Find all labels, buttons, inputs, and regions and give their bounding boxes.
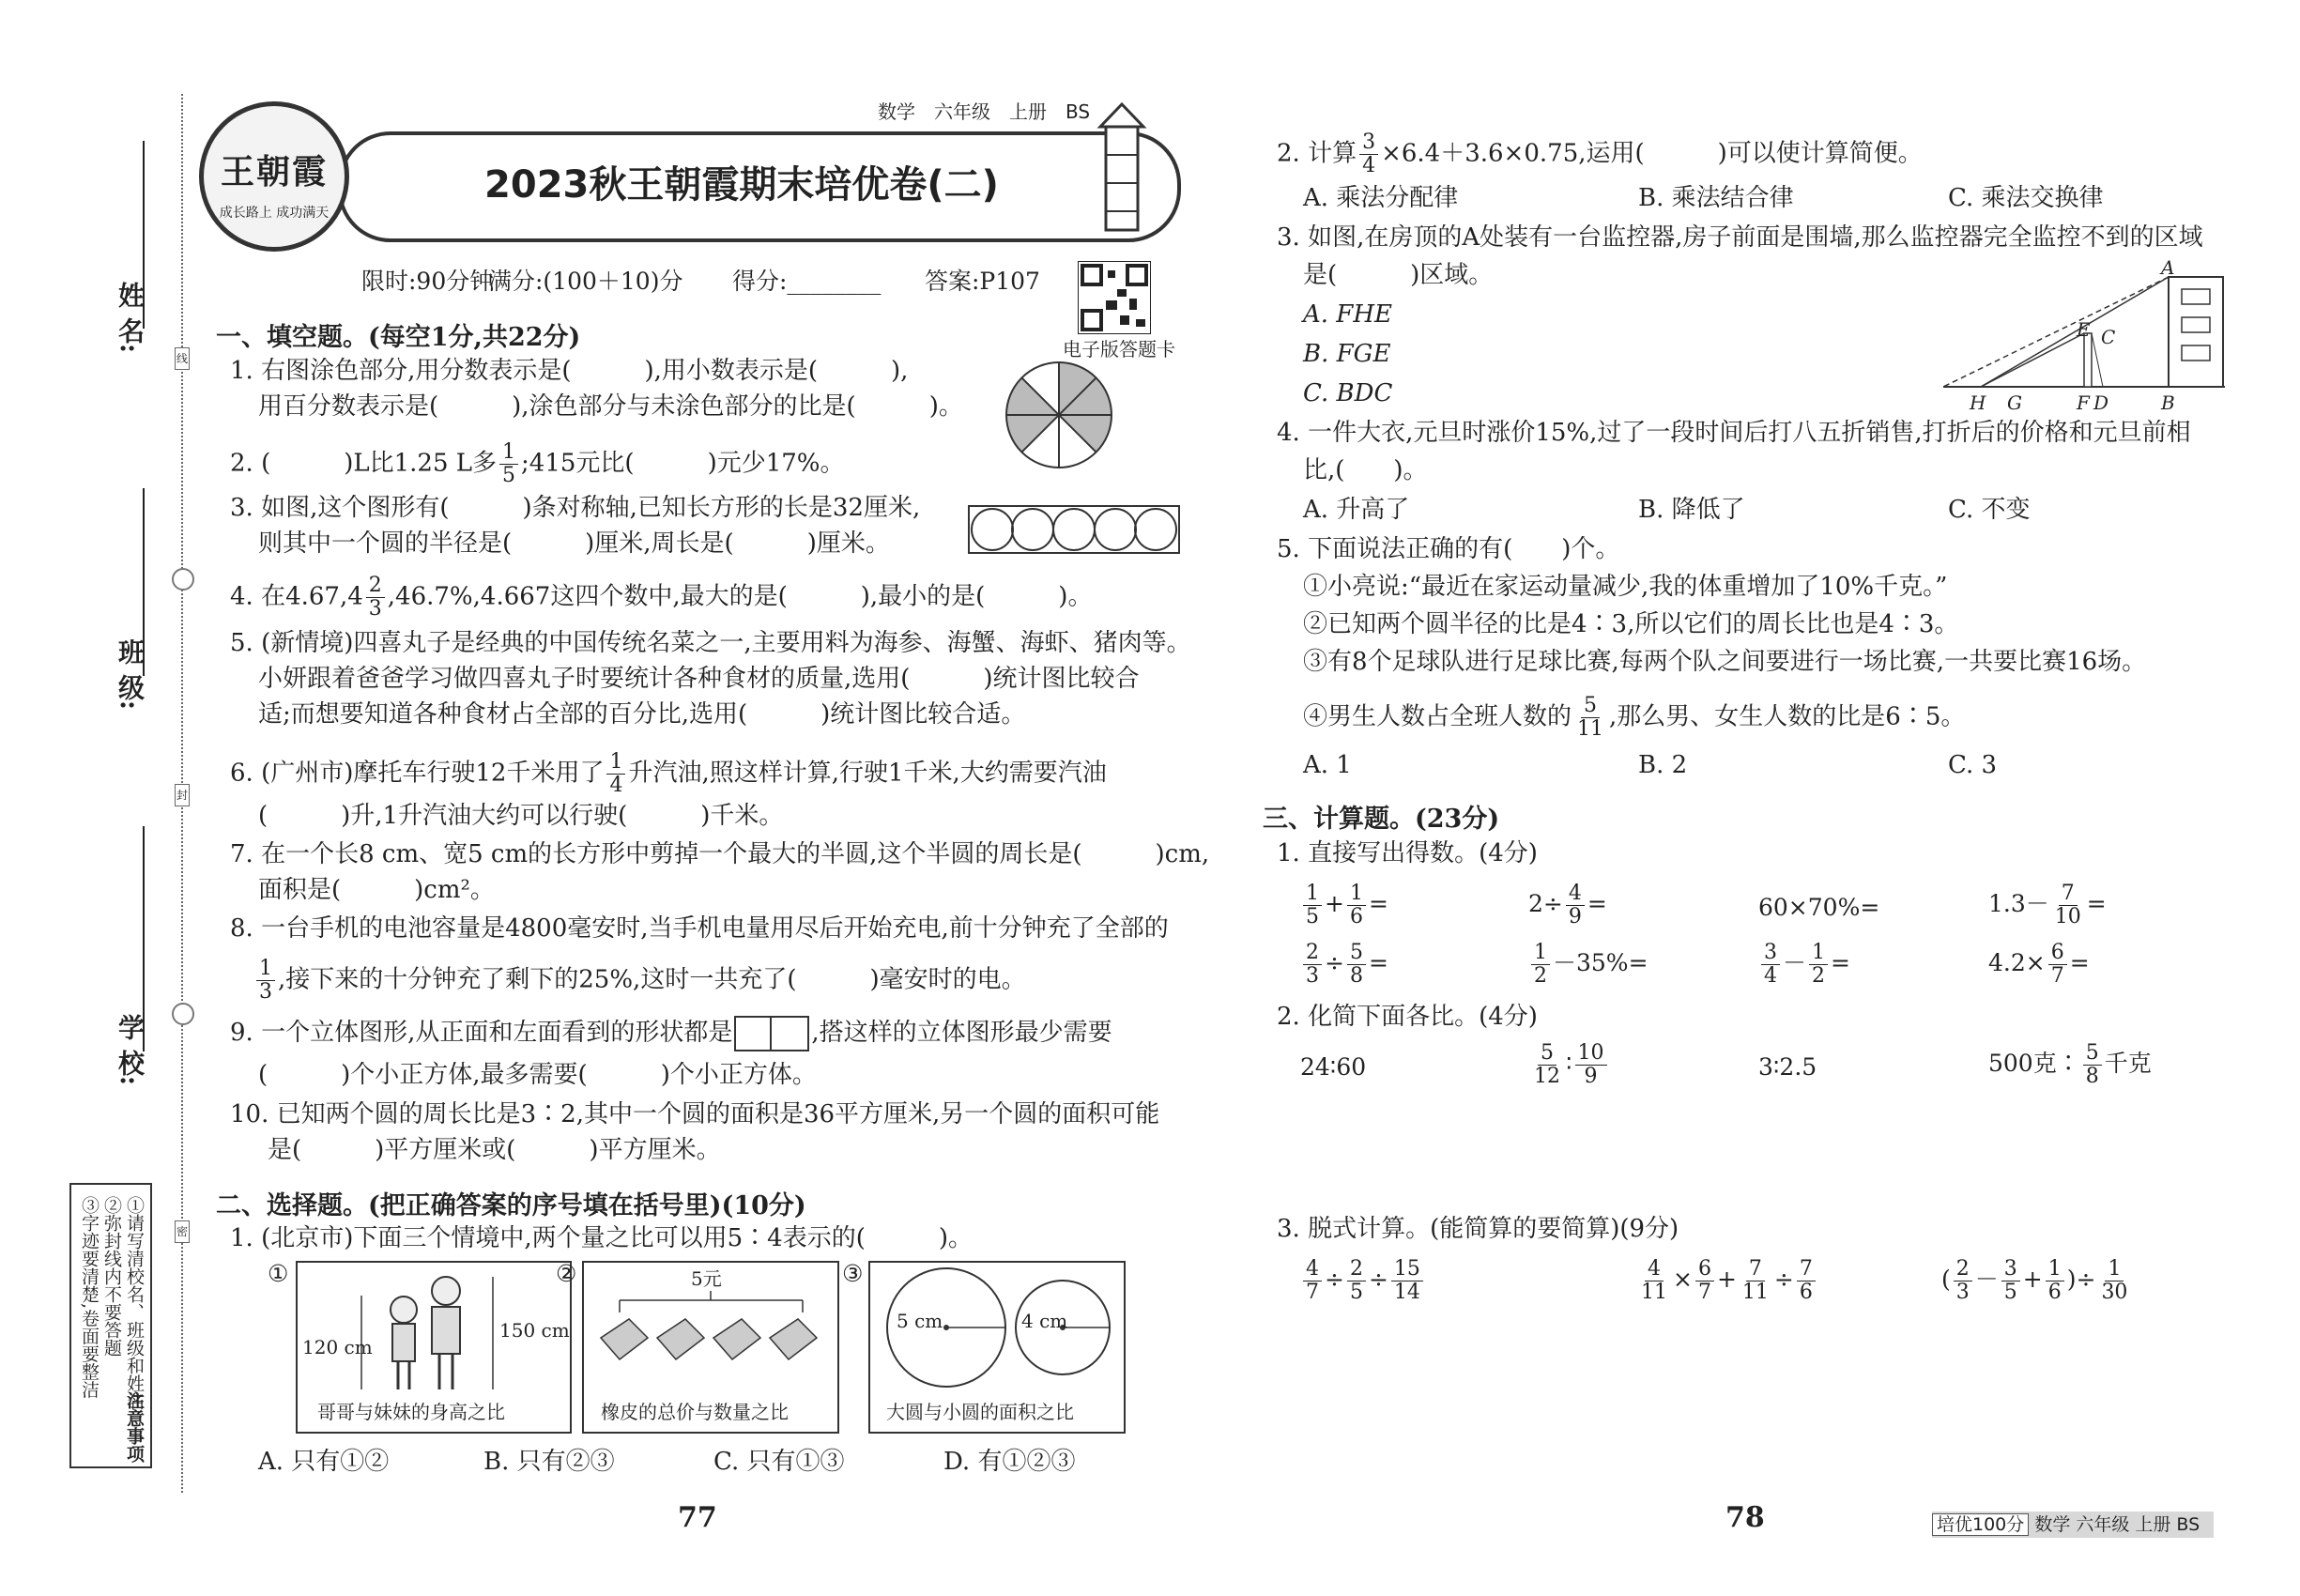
q7-line1: 7. 在一个长8 cm、宽5 cm的长方形中剪掉一个最大的半圆,这个半圆的周长是( )cm,	[230, 840, 1210, 868]
brand-logo	[199, 101, 349, 252]
pic3-radius-big: 5 cm	[897, 1310, 943, 1332]
calc-q2-text: 2. 化简下面各比。(4分)	[1277, 1003, 1538, 1031]
choice-q2-option-c[interactable]: C. 乘法交换律	[1948, 184, 2104, 212]
diagram-label-a: A	[2161, 256, 2175, 279]
pic3-number: ③	[842, 1260, 864, 1287]
q8-tail: ,接下来的十分钟充了剩下的25%,这时一共充了( )毫安时的电。	[278, 965, 1026, 994]
logo-text: 王朝霞	[220, 152, 328, 192]
lighthouse-icon	[1080, 99, 1164, 239]
choice-q4-line2: 比,( )。	[1303, 456, 1428, 484]
pic3-caption: 大圆与小圆的面积之比	[886, 1401, 1074, 1423]
seal-circle-2	[172, 1003, 194, 1025]
q10-line2: 是( )平方厘米或( )平方厘米。	[268, 1136, 721, 1164]
fraction: $\frac{2}{3}$	[1303, 942, 1322, 988]
fraction: $\frac{2}{5}$	[1347, 1258, 1366, 1304]
q1-line1: 1. 右图涂色部分,用分数表示是( ),用小数表示是( ),	[230, 357, 909, 385]
pic1-number: ①	[268, 1260, 289, 1287]
q5-line1: 5. (新情境)四喜丸子是经典的中国传统名菜之一,主要用料为海参、海蟹、海虾、猪肉等。	[230, 629, 1191, 657]
choice-q3-line1: 3. 如图,在房顶的A处装有一台监控器,房子前面是围墙,那么监控器完全监控不到的区域	[1277, 223, 2203, 252]
pic1-caption: 哥哥与妹妹的身高之比	[317, 1401, 505, 1423]
expr-text: ÷	[1773, 1266, 1794, 1293]
expr-text: 2÷	[1528, 890, 1563, 917]
fraction: $\frac{4}{11}$	[1641, 1257, 1667, 1304]
choice-q2-tail: ×6.4＋3.6×0.75,运用( )可以使计算简便。	[1381, 139, 1923, 168]
choice-q5-item-3: ③有8个足球队进行足球比赛,每两个队之间要进行一场比赛,一共要比赛16场。	[1303, 648, 2147, 676]
fraction: $\frac{5}{8}$	[1347, 942, 1366, 988]
choice-q3-option-b[interactable]: B. FGE	[1303, 340, 1391, 368]
q8-line1: 8. 一台手机的电池容量是4800毫安时,当手机电量用尽后开始充电,前十分钟充了全部的	[230, 914, 1169, 943]
fraction: $\frac{6}{7}$	[2048, 942, 2067, 988]
fraction: $\frac{1}{6}$	[1347, 882, 1366, 928]
notice-item-1: ①请写清校名、班级和姓名	[124, 1196, 145, 1410]
answer-page: 答案:P107	[925, 268, 1040, 295]
name-label: 姓 名:	[115, 282, 146, 354]
diagram-label-c: C	[2101, 326, 2116, 348]
choice-q1-option-b[interactable]: B. 只有②③	[483, 1448, 615, 1476]
choice-q2-option-b[interactable]: B. 乘法结合律	[1638, 184, 1794, 212]
fraction: $\frac{2}{3}$	[1954, 1258, 1972, 1304]
expr-text: 24∶60	[1300, 1053, 1367, 1081]
calc-q1-row2-item3	[1758, 942, 1850, 988]
choice-q5-item-2: ②已知两个圆半径的比是4∶3,所以它们的周长比也是4∶3。	[1303, 610, 1959, 638]
fraction: $\frac{4}{9}$	[1566, 882, 1585, 928]
calc-q1-row1-item2	[1528, 882, 1607, 928]
q7-line2: 面积是( )cm²。	[258, 876, 495, 904]
calc-q1-text: 1. 直接写出得数。(4分)	[1277, 839, 1538, 867]
expr-text: －	[1783, 949, 1807, 976]
expr-text: =	[1587, 890, 1607, 917]
expr-text: 500克∶	[1988, 1050, 2080, 1077]
q4-fraction: $\frac{2}{3}$	[366, 575, 385, 621]
choice-q1-option-d[interactable]: D. 有①②③	[943, 1448, 1076, 1476]
pic1-height-girl: 120 cm	[302, 1336, 373, 1358]
q5-line3: 适;而想要知道各种食材占全部的百分比,选用( )统计图比较合适。	[258, 700, 1026, 729]
calc-q1-row2-item1	[1300, 942, 1388, 988]
q6-mid: 升汽油,照这样计算,行驶1千米,大约需要汽油	[628, 759, 1107, 788]
expr-text: )÷	[2066, 1266, 2096, 1293]
calc-q1-row2-item2	[1528, 942, 1648, 988]
fraction: $\frac{1}{2}$	[1809, 942, 1828, 988]
q8-fraction: $\frac{1}{3}$	[256, 958, 275, 1004]
expr-text: ∶	[1566, 1050, 1572, 1077]
choice-q4-line1: 4. 一件大衣,元旦时涨价15%,过了一段时间后打八五折销售,打折后的价格和元旦前相	[1277, 419, 2191, 447]
calc-q2-item2	[1528, 1042, 1610, 1088]
qr-code-icon[interactable]	[1078, 261, 1151, 334]
fraction: $\frac{1}{2}$	[1531, 942, 1550, 988]
footer-text: 数学 六年级 上册 BS	[2034, 1514, 2200, 1535]
choice-q2-text: 2. 计算	[1277, 139, 1357, 168]
choice-q5-item-4: ④男生人数占全班人数的	[1303, 702, 1572, 731]
seal-circle-1	[172, 568, 194, 591]
page-title: 2023秋王朝霞期末培优卷(二)	[484, 163, 999, 207]
expr-text: 60×70%=	[1758, 894, 1880, 921]
pic2-erasers-figure	[591, 1286, 826, 1380]
seal-mark-seal: 封	[175, 784, 190, 806]
notice-title: 注意事项	[124, 1391, 145, 1463]
school-label: 学 校:	[115, 1014, 146, 1086]
expr-text: ÷	[1325, 949, 1344, 976]
notice-box	[69, 1183, 152, 1468]
expr-text: 4.2×	[1988, 949, 2046, 976]
fraction: $\frac{15}{14}$	[1391, 1258, 1423, 1304]
notice-item-3: ③字迹要清楚,卷面要整洁	[79, 1196, 100, 1399]
footer-badge: 培优100分	[1932, 1513, 2029, 1536]
diagram-label-d: D	[2093, 391, 2109, 414]
q9-two-squares-figure	[734, 1016, 809, 1051]
full-score: 满分:(100＋10)分	[488, 268, 683, 295]
fraction: $\frac{4}{7}$	[1303, 1258, 1322, 1304]
fraction: $\frac{7}{11}$	[1741, 1257, 1769, 1304]
calc-q3-text: 3. 脱式计算。(能简算的要简算)(9分)	[1277, 1215, 1679, 1243]
calc-q1-row1-item3	[1758, 892, 1879, 924]
expr-text: =	[1368, 890, 1388, 917]
qr-caption: 电子版答题卡	[1063, 338, 1175, 361]
expr-text: +	[1716, 1266, 1737, 1293]
choice-q4-option-b[interactable]: B. 降低了	[1638, 496, 1745, 524]
q2-text: 2. ( )L比1.25 L多	[230, 449, 498, 478]
fraction: $\frac{1}{6}$	[2046, 1258, 2064, 1304]
q3-line1: 3. 如图,这个图形有( )条对称轴,已知长方形的长是32厘米,	[230, 494, 921, 522]
q4-tail: ,46.7%,4.667这四个数中,最大的是( ),最小的是( )。	[387, 582, 1093, 611]
q1-line2: 用百分数表示是( ),涂色部分与未涂色部分的比是( )。	[258, 392, 963, 421]
calc-q3-item3	[1941, 1258, 2133, 1304]
fraction: $\frac{1}{5}$	[1303, 882, 1322, 928]
calc-q3-item2	[1635, 1258, 1818, 1304]
calc-q1-row1-item1	[1300, 882, 1388, 928]
fraction: $\frac{3}{4}$	[1761, 942, 1780, 988]
q10-line1: 10. 已知两个圆的周长比是3∶2,其中一个圆的面积是36平方厘米,另一个圆的面积可能	[230, 1100, 1160, 1128]
diagram-label-g: G	[2007, 391, 2022, 414]
score-field: 得分:________	[732, 268, 882, 295]
calc-q2-item1	[1300, 1051, 1366, 1083]
choice-q1-option-a[interactable]: A. 只有①②	[258, 1448, 390, 1476]
expr-text: 1.3－	[1988, 890, 2049, 917]
section-2-heading: 二、选择题。(把正确答案的序号填在括号里)(10分)	[216, 1191, 806, 1220]
expr-text: +	[2022, 1266, 2043, 1293]
footer-banner	[1932, 1512, 2214, 1538]
q6-text: 6. (广州市)摩托车行驶12千米用了	[230, 759, 605, 788]
choice-q5-option-b[interactable]: B. 2	[1638, 751, 1688, 779]
fraction: $\frac{5}{12}$	[1534, 1041, 1560, 1088]
expr-text: =	[2086, 890, 2107, 917]
pic2-price: 5元	[691, 1267, 722, 1290]
fraction: $\frac{10}{9}$	[1575, 1042, 1607, 1088]
page-number-left: 77	[678, 1501, 717, 1534]
subject-line: 数学 六年级 上册 BS	[878, 100, 1091, 123]
fraction: $\frac{3}{5}$	[2001, 1258, 2020, 1304]
expr-text: 3∶2.5	[1758, 1053, 1817, 1081]
q6-line2: ( )升,1升汽油大约可以行驶( )千米。	[258, 802, 784, 830]
choice-q1-option-c[interactable]: C. 只有①③	[713, 1448, 845, 1476]
expr-text: －35%=	[1553, 949, 1648, 976]
expr-text: +	[1325, 890, 1344, 917]
q6-fraction: $\frac{1}{4}$	[606, 751, 625, 797]
expr-text: ÷	[1368, 1266, 1388, 1293]
calc-q1-row2-item4	[1988, 942, 2090, 988]
diagram-label-h: H	[1970, 391, 1986, 414]
expr-text: =	[1831, 949, 1850, 976]
choice-q3-option-a[interactable]: A. FHE	[1303, 300, 1392, 329]
class-label: 班 级:	[115, 638, 146, 711]
choice-q4-option-a[interactable]: A. 升高了	[1303, 496, 1410, 524]
expr-text: =	[1368, 949, 1388, 976]
choice-q5-item-4-tail: ,那么男、女生人数的比是6∶5。	[1609, 702, 1966, 731]
calc-q2-item4	[1988, 1042, 2152, 1088]
diagram-label-f: F	[2077, 391, 2090, 414]
calc-q2-item3	[1758, 1051, 1817, 1083]
time-limit: 限时:90分钟	[361, 268, 494, 295]
choice-q2-option-a[interactable]: A. 乘法分配律	[1303, 184, 1459, 212]
expr-text: (	[1941, 1266, 1951, 1293]
seal-mark-close: 密	[175, 1220, 190, 1243]
q3-circles-rectangle-figure	[967, 502, 1181, 559]
choice-q1: 1. (北京市)下面三个情境中,两个量之比可以用5∶4表示的( )。	[230, 1224, 973, 1252]
q4-text: 4. 在4.67,4	[230, 582, 363, 611]
pic2-number: ②	[556, 1260, 577, 1287]
diagram-label-e: E	[2077, 318, 2091, 341]
q3-line2: 则其中一个圆的半径是( )厘米,周长是( )厘米。	[258, 529, 890, 558]
q1-shaded-circle-figure	[1003, 359, 1115, 471]
choice-q3-line2: 是( )区域。	[1303, 261, 1494, 289]
choice-q5-text: 5. 下面说法正确的有( )个。	[1277, 535, 1620, 563]
fraction: $\frac{7}{10}$	[2054, 882, 2081, 928]
q9-text: 9. 一个立体图形,从正面和左面看到的形状都是	[230, 1019, 733, 1047]
expr-text: －	[1974, 1266, 1999, 1293]
pic3-radius-small: 4 cm	[1021, 1310, 1068, 1332]
q9-mid: ,搭这样的立体图形最少需要	[811, 1019, 1112, 1047]
calc-q1-row1-item4	[1988, 882, 2107, 928]
pic2-caption: 橡皮的总价与数量之比	[601, 1401, 789, 1423]
expr-text: 千克	[2104, 1050, 2152, 1077]
q2-fraction: $\frac{1}{5}$	[499, 441, 518, 487]
choice-q5-option-a[interactable]: A. 1	[1303, 751, 1352, 779]
section-3-heading: 三、计算题。(23分)	[1263, 805, 1500, 834]
pic1-height-boy: 150 cm	[499, 1319, 570, 1342]
fraction: $\frac{1}{30}$	[2101, 1257, 2128, 1304]
calc-q3-item1	[1300, 1258, 1426, 1304]
page-number-right: 78	[1725, 1501, 1765, 1534]
expr-text: ×	[1673, 1266, 1693, 1293]
diagram-label-b: B	[2161, 391, 2175, 414]
section-1-heading: 一、填空题。(每空1分,共22分)	[216, 323, 581, 352]
logo-sub: 成长路上 成功满天	[219, 206, 330, 221]
choice-q4-option-c[interactable]: C. 不变	[1948, 496, 2031, 524]
choice-q5-item-4-fraction: $\frac{5}{11}$	[1577, 694, 1604, 741]
choice-q5-option-c[interactable]: C. 3	[1948, 751, 1998, 779]
fraction: $\frac{5}{8}$	[2083, 1042, 2102, 1088]
fraction: $\frac{7}{6}$	[1797, 1258, 1816, 1304]
notice-item-2: ②弥封线内不要答题	[101, 1196, 122, 1357]
q9-line2: ( )个小正方体,最多需要( )个小正方体。	[258, 1061, 817, 1089]
q5-line2: 小妍跟着爸爸学习做四喜丸子时要统计各种食材的质量,选用( )统计图比较合	[258, 665, 1140, 693]
expr-text: ÷	[1325, 1266, 1344, 1293]
choice-q5-item-1: ①小亮说:“最近在家运动量减少,我的体重增加了10%千克。”	[1303, 573, 1948, 601]
expr-text: =	[2069, 949, 2090, 976]
choice-q2-fraction: $\frac{3}{4}$	[1359, 131, 1378, 177]
choice-q3-option-c[interactable]: C. BDC	[1303, 379, 1393, 407]
seal-mark-line: 线	[175, 347, 190, 370]
fraction: $\frac{6}{7}$	[1695, 1258, 1714, 1304]
q2-tail: ;415元比( )元少17%。	[521, 449, 845, 478]
